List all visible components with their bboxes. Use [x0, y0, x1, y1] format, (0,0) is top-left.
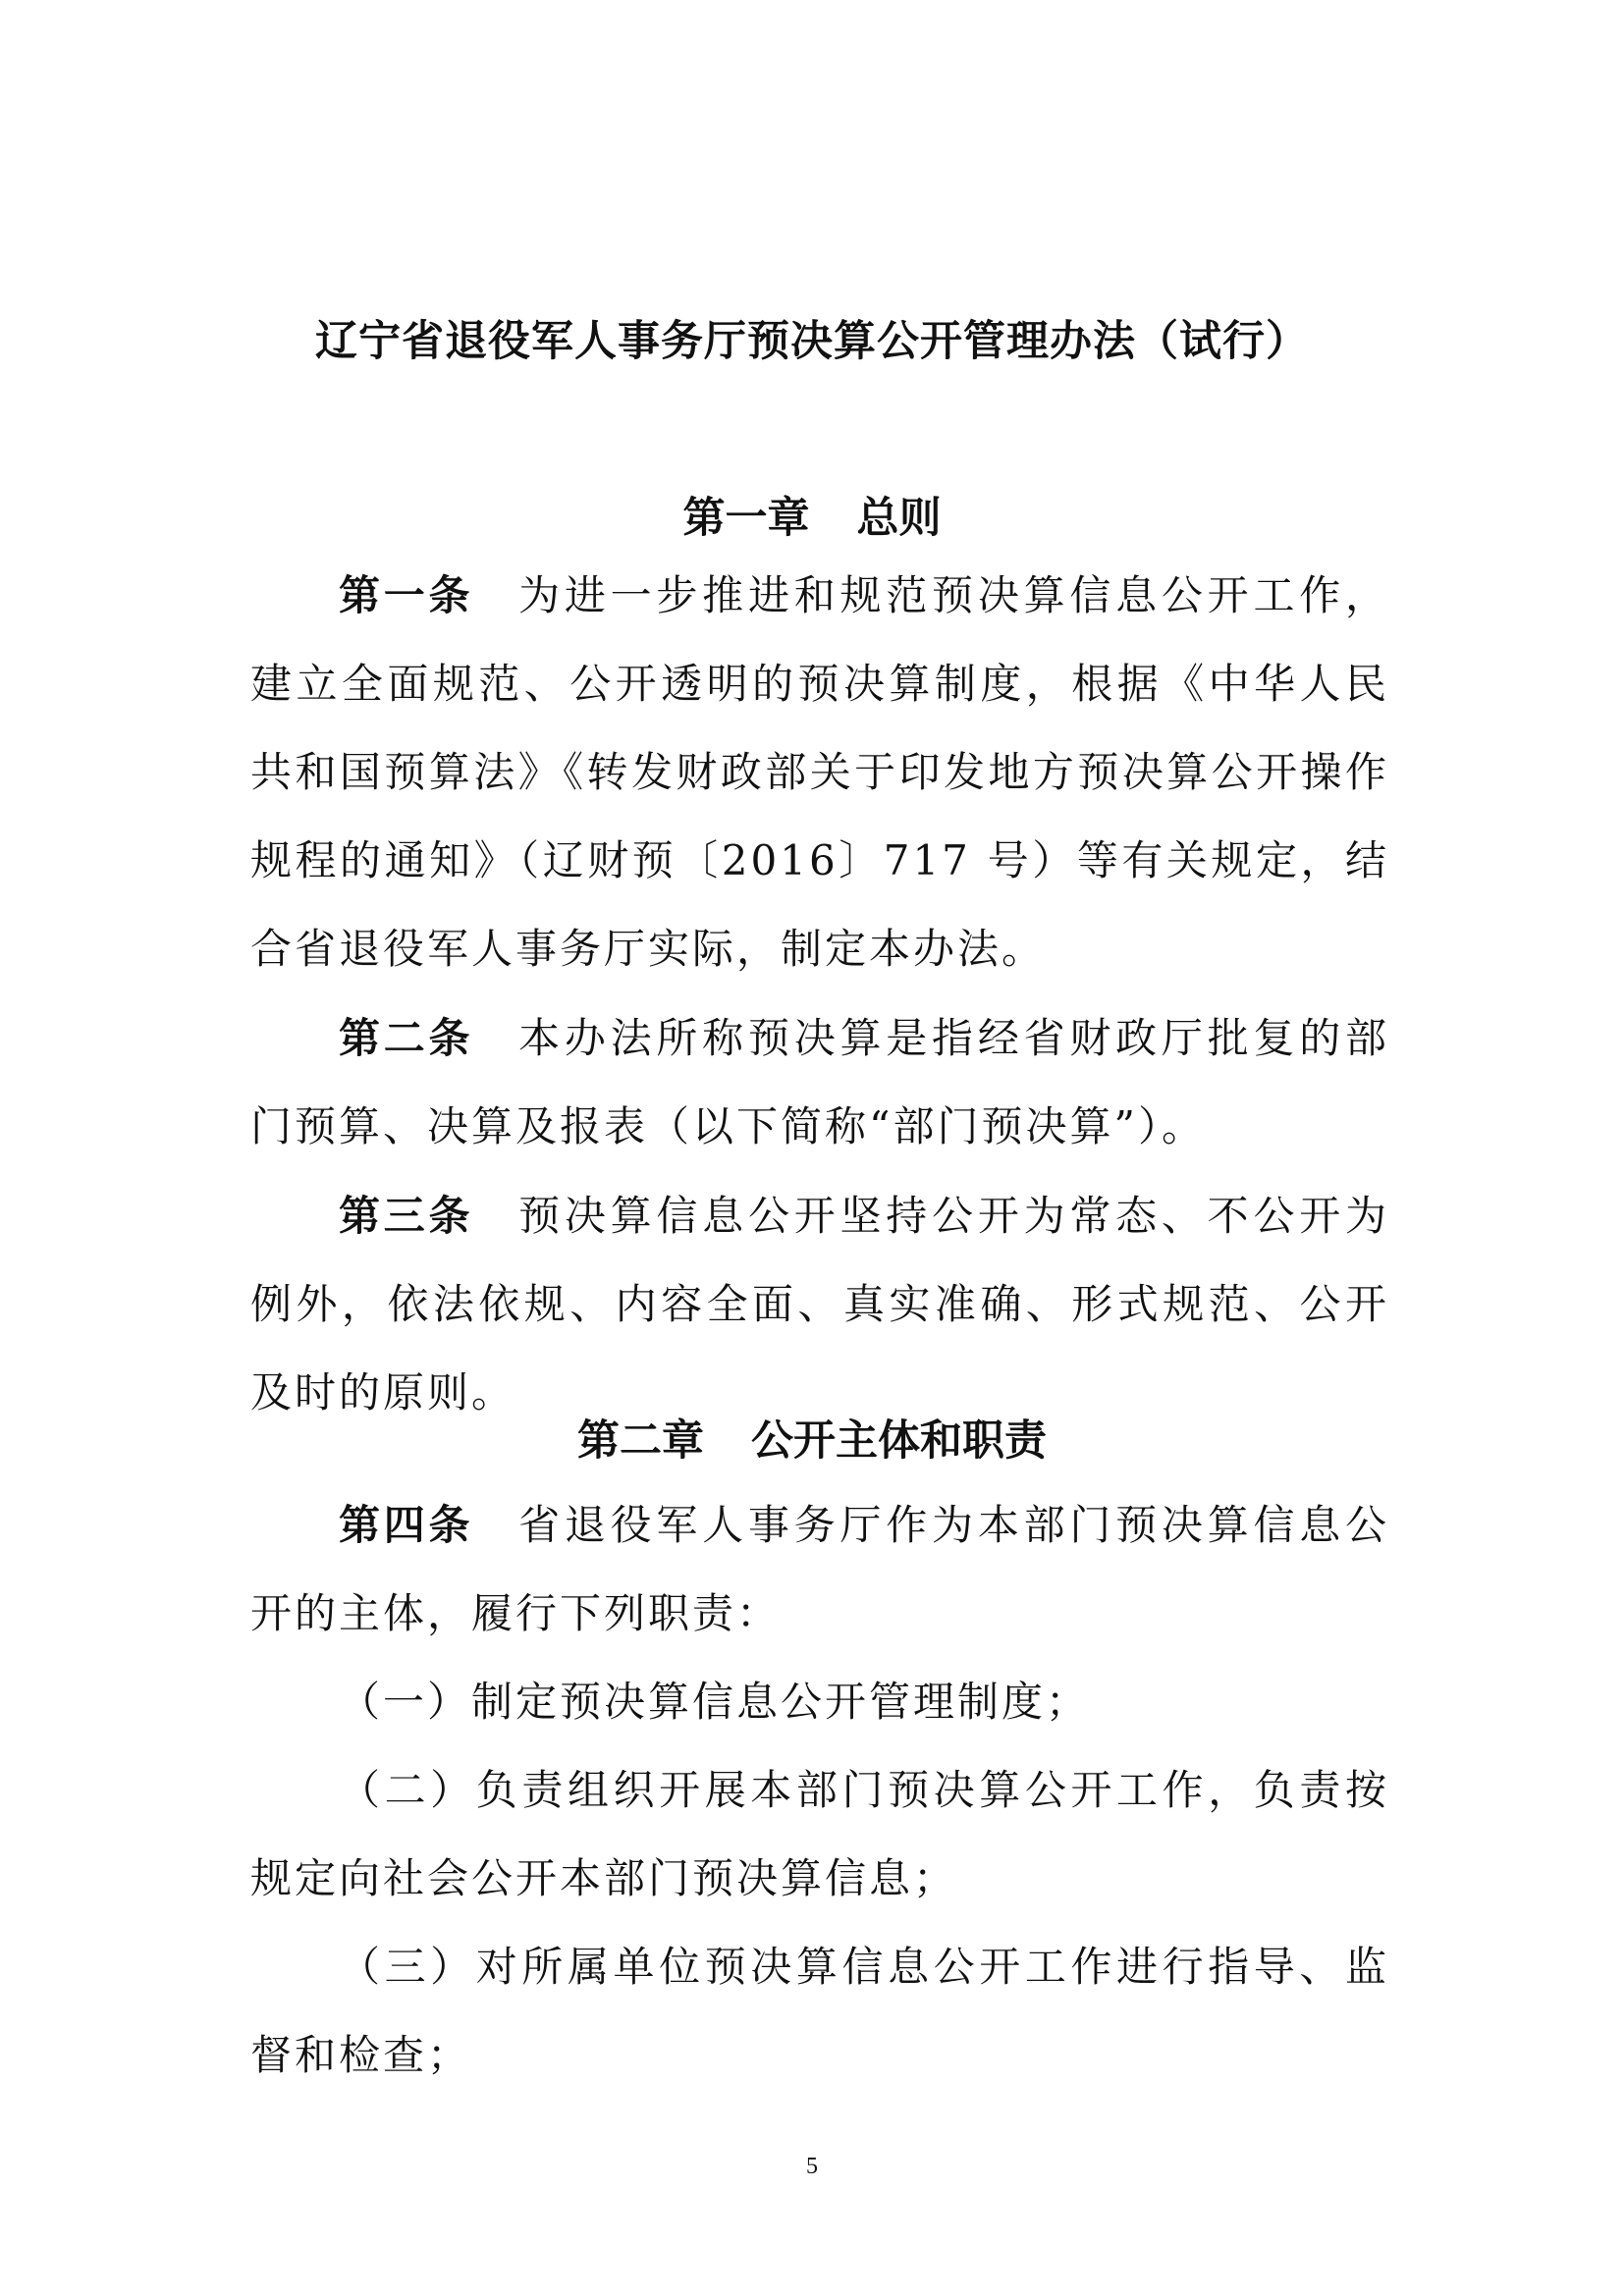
article-4-item-1: （一）制定预决算信息公开管理制度； [339, 1678, 1091, 1726]
page-number: 5 [806, 2154, 818, 2179]
article-2-label: 第二条 [339, 1014, 474, 1062]
chapter-2-number: 第二章 [577, 1416, 704, 1466]
article-2 [250, 994, 1389, 1171]
chapter-2-heading [0, 1412, 1624, 1470]
article-1-label: 第一条 [339, 571, 474, 619]
article-4-item-3: （三）对所属单位预决算信息公开工作进行指导、监督和检查； [250, 1943, 1389, 2079]
article-1 [250, 552, 1389, 993]
chapter-2-name: 公开主体和职责 [751, 1416, 1047, 1466]
document-title: 辽宁省退役军人事务厅预决算公开管理办法（试行） [315, 317, 1309, 366]
chapter-1-number: 第一章 [682, 494, 810, 543]
chapter-1-heading [0, 489, 1624, 548]
chapter-1-name: 总则 [856, 494, 942, 543]
article-3-label: 第三条 [339, 1192, 474, 1240]
article-3 [250, 1172, 1389, 1437]
article-4-label: 第四条 [339, 1501, 474, 1549]
article-4-text: 省退役军人事务厅作为本部门预决算信息公开的主体，履行下列职责： [250, 1501, 1389, 1637]
article-1-text: 为进一步推进和规范预决算信息公开工作，建立全面规范、公开透明的预决算制度，根据《中华人民共和国预算法》《转发财政部关于印发地方预决算公开操作规程的通知》（辽财预〔2016〕717 号）等有关规定，结合省退役军人事务厅实际，制定本办法。 [250, 571, 1389, 973]
article-4 [250, 1481, 1389, 1658]
article-4-item-2: （二）负责组织开展本部门预决算公开工作，负责按规定向社会公开本部门预决算信息； [250, 1766, 1389, 1902]
article-2-text: 本办法所称预决算是指经省财政厅批复的部门预算、决算及报表（以下简称“部门预决算”）。 [250, 1014, 1389, 1150]
article-3-text: 预决算信息公开坚持公开为常态、不公开为例外，依法依规、内容全面、真实准确、形式规范、公开及时的原则。 [250, 1192, 1389, 1416]
